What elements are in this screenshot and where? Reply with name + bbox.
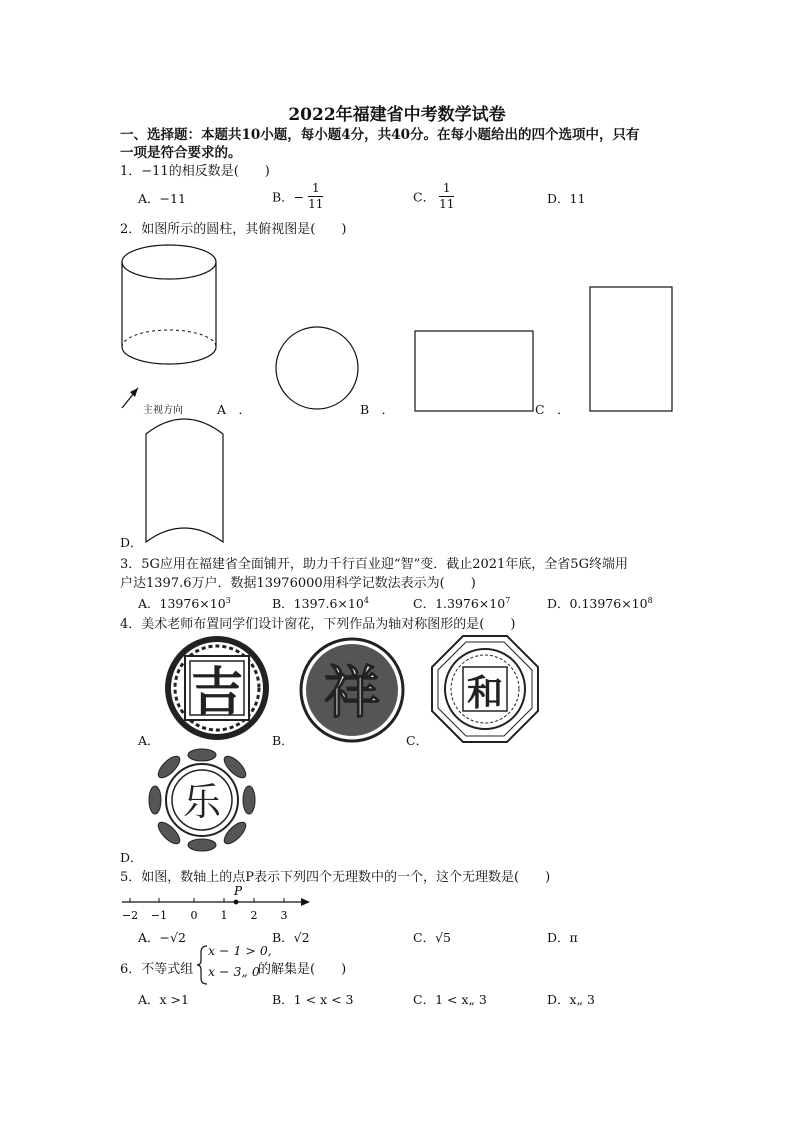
svg-text:3: 3 xyxy=(280,909,288,922)
q3-option-a: A．$13976\times 10^3$ xyxy=(138,595,231,611)
window-flower-he xyxy=(430,634,540,744)
svg-text:1: 1 xyxy=(220,909,228,922)
q1-stem: 1．−11的相反数是( ) xyxy=(120,164,270,179)
window-flower-xiang xyxy=(299,637,407,745)
option-b-rectangle xyxy=(414,330,536,414)
glyph-ji: 吉 xyxy=(190,663,244,723)
q2-option-b: B ． xyxy=(360,402,395,417)
window-flower-ji xyxy=(163,634,273,744)
q4-stem: 4．美术老师布置同学们设计窗花，下列作品为轴对称图形的是( ) xyxy=(120,617,516,632)
q6-inequality-1: x − 1 > 0, xyxy=(208,943,272,958)
q4-option-d: D． xyxy=(120,850,143,865)
svg-text:−2: −2 xyxy=(121,909,139,922)
q2-option-c: C ． xyxy=(535,402,570,417)
glyph-he: 和 xyxy=(466,673,504,714)
svg-text:2: 2 xyxy=(250,909,258,922)
q1-option-c: C． $\frac{1}{11}$ xyxy=(413,181,455,211)
view-direction-label: 主视方向 xyxy=(143,405,183,416)
option-d-curved-shape xyxy=(142,412,232,548)
q1-option-a: A．−11 xyxy=(138,191,186,206)
q6-option-d: D．x„ 3 xyxy=(547,992,595,1007)
q2-stem: 2．如图所示的圆柱，其俯视图是( ) xyxy=(120,222,347,237)
section-heading-line1: 一、选择题：本题共10小题，每小题4分，共40分。在每小题给出的四个选项中，只有 xyxy=(120,127,640,143)
cylinder-figure xyxy=(110,236,230,416)
number-line xyxy=(118,882,318,927)
q2-option-a: A ． xyxy=(217,402,252,417)
q3-option-c: C．$1.3976\times 10^7$ xyxy=(413,595,511,611)
q6-stem-suffix: 的解集是( ) xyxy=(258,962,347,977)
point-p xyxy=(234,900,239,905)
q3-stem-line2: 户达1397.6万户．数据13976000用科学记数法表示为( ) xyxy=(120,576,476,591)
page-title: 2022年福建省中考数学试卷 xyxy=(288,105,506,125)
glyph-xiang: 祥 xyxy=(324,660,380,726)
glyph-le: 乐 xyxy=(182,780,222,824)
svg-text:P: P xyxy=(234,884,243,898)
q5-option-c: C．√5 xyxy=(413,930,451,945)
q1-option-b: B．− $\frac{1}{11}$ xyxy=(272,181,324,211)
q6-option-a: A．x >1 xyxy=(138,992,189,1007)
section-heading-line2: 一项是符合要求的。 xyxy=(120,145,242,161)
q4-option-c: C． xyxy=(406,733,429,748)
q2-option-d: D． xyxy=(120,535,143,550)
window-flower-le xyxy=(145,745,260,855)
q5-option-d: D．π xyxy=(547,930,578,945)
q5-option-a: A．−√2 xyxy=(138,930,186,945)
q4-option-a: A． xyxy=(138,733,160,748)
q3-option-b: B．$1397.6\times 10^4$ xyxy=(272,595,369,611)
q4-option-b: B． xyxy=(272,733,294,748)
svg-text:0: 0 xyxy=(190,909,198,922)
q1-option-d: D．11 xyxy=(547,191,586,206)
q6-stem-prefix: 6．不等式组 xyxy=(120,962,194,977)
q5-stem: 5．如图，数轴上的点P表示下列四个无理数中的一个，这个无理数是( ) xyxy=(120,870,551,885)
q3-option-d: D．$0.13976\times 10^8$ xyxy=(547,595,653,611)
q6-inequality-2: x − 3„ 0 xyxy=(208,964,260,979)
option-c-rectangle xyxy=(589,286,675,414)
option-a-circle xyxy=(272,326,362,416)
q3-stem-line1: 3．5G应用在福建省全面铺开，助力千行百业迎“智”变．截止2021年底，全省5G终端用 xyxy=(120,557,628,572)
q6-option-b: B．1 < x < 3 xyxy=(272,992,354,1007)
svg-text:−1: −1 xyxy=(150,909,168,922)
q6-option-c: C．1 < x„ 3 xyxy=(413,992,487,1007)
q5-option-b: B．√2 xyxy=(272,930,310,945)
